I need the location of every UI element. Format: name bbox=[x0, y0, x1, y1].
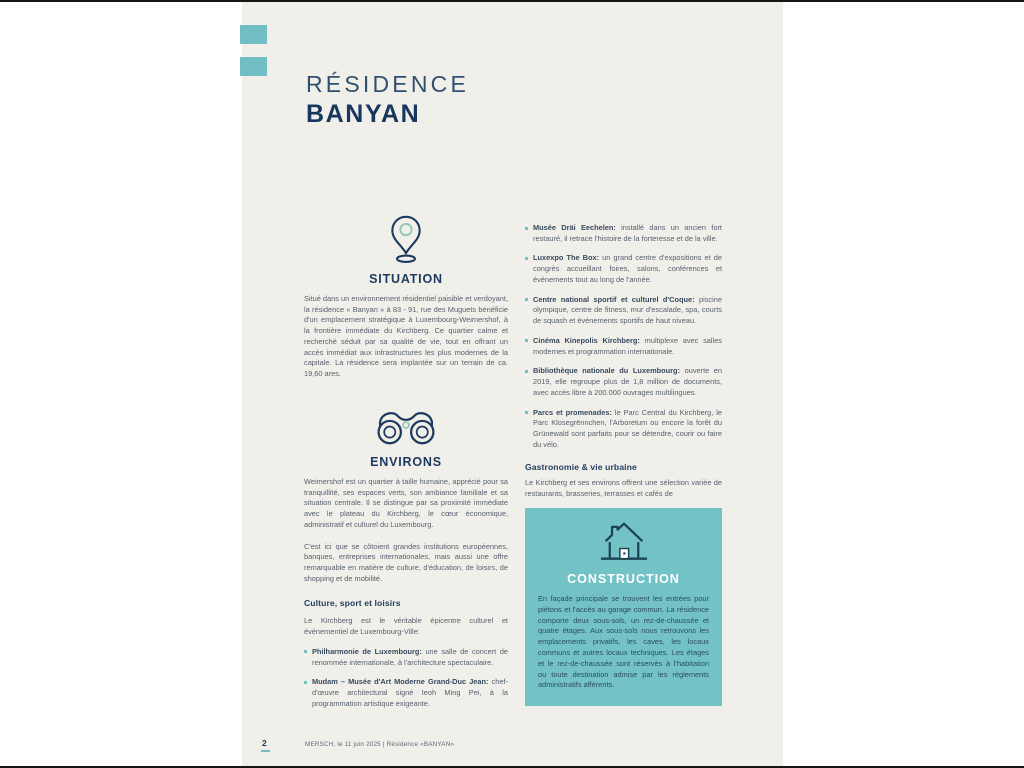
right-column bbox=[525, 212, 722, 706]
list-item-text: Cinéma Kinepolis Kirchberg: multiplexe avec salles modernes et programmation internationale. bbox=[533, 335, 723, 356]
construction-heading: CONSTRUCTION bbox=[567, 571, 680, 586]
list-item bbox=[525, 408, 722, 451]
list-item-text: Mudam – Musée d'Art Moderne Grand-Duc Jean: chef-d'œuvre architectural signé Ieoh Ming Pei, à la programmation artistique exigeante. bbox=[312, 677, 508, 708]
list-item bbox=[525, 223, 722, 244]
page-number: 2 bbox=[262, 738, 267, 748]
environs-paragraph-2: C'est ici que se côtoient grandes institutions européennes, banques, entreprises internationales, mais aussi une offre remarquable en matière de culture, d'éducation, de loisirs, de shopping et de mobilité. bbox=[304, 541, 508, 583]
bullet-square-icon bbox=[525, 257, 528, 260]
gastronomie-paragraph: Le Kirchberg et ses environs offrent une sélection variée de restaurants, brasseries, terrasses et cafés de bbox=[525, 478, 722, 499]
list-item bbox=[525, 253, 722, 285]
list-item-text: Parcs et promenades: le Parc Central du Kirchberg, le Parc Klosegrënnchen, l'Arboretum ou encore la forêt du Grünewald sont parfaits pour se détendre, courir ou faire du vélo. bbox=[533, 407, 722, 449]
location-pin-icon bbox=[304, 214, 508, 263]
list-item bbox=[525, 295, 722, 327]
page-title bbox=[306, 72, 469, 129]
list-item bbox=[525, 366, 722, 398]
footer-text: MERSCH, le 11 juin 2025 | Résidence «BANYAN» bbox=[305, 741, 455, 748]
list-item bbox=[304, 677, 508, 709]
binoculars-icon bbox=[304, 407, 508, 446]
construction-paragraph: En façade principale se trouvent les entrées pour piétons et l'accès au garage commun. La résidence comporte deux sous-sols, un rez-de-chaussée et quatre étages. Aux sous-sols nous retrouvons les emplacements privatifs, les caves, les locaux communs et autres locaux techniques. Les étages et le rez-de-chaussée sont réservés à l'habitation ou toute destination admise par les règlements administratifs afférents. bbox=[538, 593, 709, 690]
bullet-square-icon bbox=[525, 339, 528, 342]
list-item-text: Centre national sportif et culturel d'Coque: piscine olympique, centre de fitness, mur d'escalade, spa, courts de squash et événements sportifs de haut niveau. bbox=[533, 294, 722, 326]
gastronomie-subheading: Gastronomie & vie urbaine bbox=[525, 462, 637, 473]
bullet-square-icon bbox=[525, 298, 528, 301]
bullet-square-icon bbox=[304, 650, 307, 653]
environs-paragraph-1: Weimershof est un quartier à taille humaine, apprécié pour sa tranquillité, ses espaces verts, son ambiance familiale et sa situation centrale. Il se distingue par sa proximité immédiate avec le plateau du Kirchberg, le cœur économique, administratif et culturel du Luxembourg. bbox=[304, 476, 508, 529]
bullet-square-icon bbox=[304, 681, 307, 684]
left-column bbox=[304, 214, 508, 710]
list-item-text: Bibliothèque nationale du Luxembourg: ouverte en 2019, elle regroupe plus de 1,8 million de documents, avec accès libre à 200.000 ouvrages multilingues. bbox=[533, 366, 722, 397]
culture-subheading: Culture, sport et loisirs bbox=[304, 598, 401, 609]
page-number-underline bbox=[261, 750, 270, 752]
teal-tab-decoration bbox=[240, 25, 267, 44]
list-item-text: Musée Dräi Eechelen: installé dans un ancien fort restauré, il retrace l'histoire de la forteresse et de la ville. bbox=[533, 223, 722, 243]
house-icon bbox=[538, 520, 709, 566]
page-title-line1: RÉSIDENCE bbox=[306, 71, 469, 97]
list-item-text: Philharmonie de Luxembourg: une salle de concert de renommée internationale, à l'architecture spectaculaire. bbox=[312, 646, 509, 667]
bullet-square-icon bbox=[525, 370, 528, 373]
list-item bbox=[525, 336, 722, 357]
bullet-square-icon bbox=[525, 227, 528, 230]
construction-panel bbox=[525, 508, 722, 706]
teal-tab-decoration bbox=[240, 57, 267, 76]
bullet-square-icon bbox=[525, 411, 528, 414]
page-title-line2: BANYAN bbox=[306, 100, 421, 129]
environs-heading: ENVIRONS bbox=[370, 454, 442, 469]
list-item bbox=[304, 647, 508, 668]
culture-intro: Le Kirchberg est le véritable épicentre culturel et événementiel de Luxembourg-Ville: bbox=[304, 616, 508, 637]
situation-paragraph: Situé dans un environnement résidentiel paisible et verdoyant, la résidence « Banyan » à 83 - 91, rue des Muguets bénéficie d'un emplacement stratégique à Luxembourg-Weimershof, à la frontière immédiate du Kirchberg. Ce quartier calme et recherché séduit par sa qualité de vie, tout en offrant un accès immédiat aux infrastructures les plus modernes de la capitale. La résidence sera implantée sur un terrain de ca. 19,60 ares. bbox=[304, 294, 508, 379]
situation-heading: SITUATION bbox=[369, 272, 443, 286]
list-item-text: Luxexpo The Box: un grand centre d'expositions et de congrès accueillant foires, salons, conférences et événements tout au long de l'année. bbox=[533, 253, 722, 284]
document-page bbox=[242, 2, 783, 766]
